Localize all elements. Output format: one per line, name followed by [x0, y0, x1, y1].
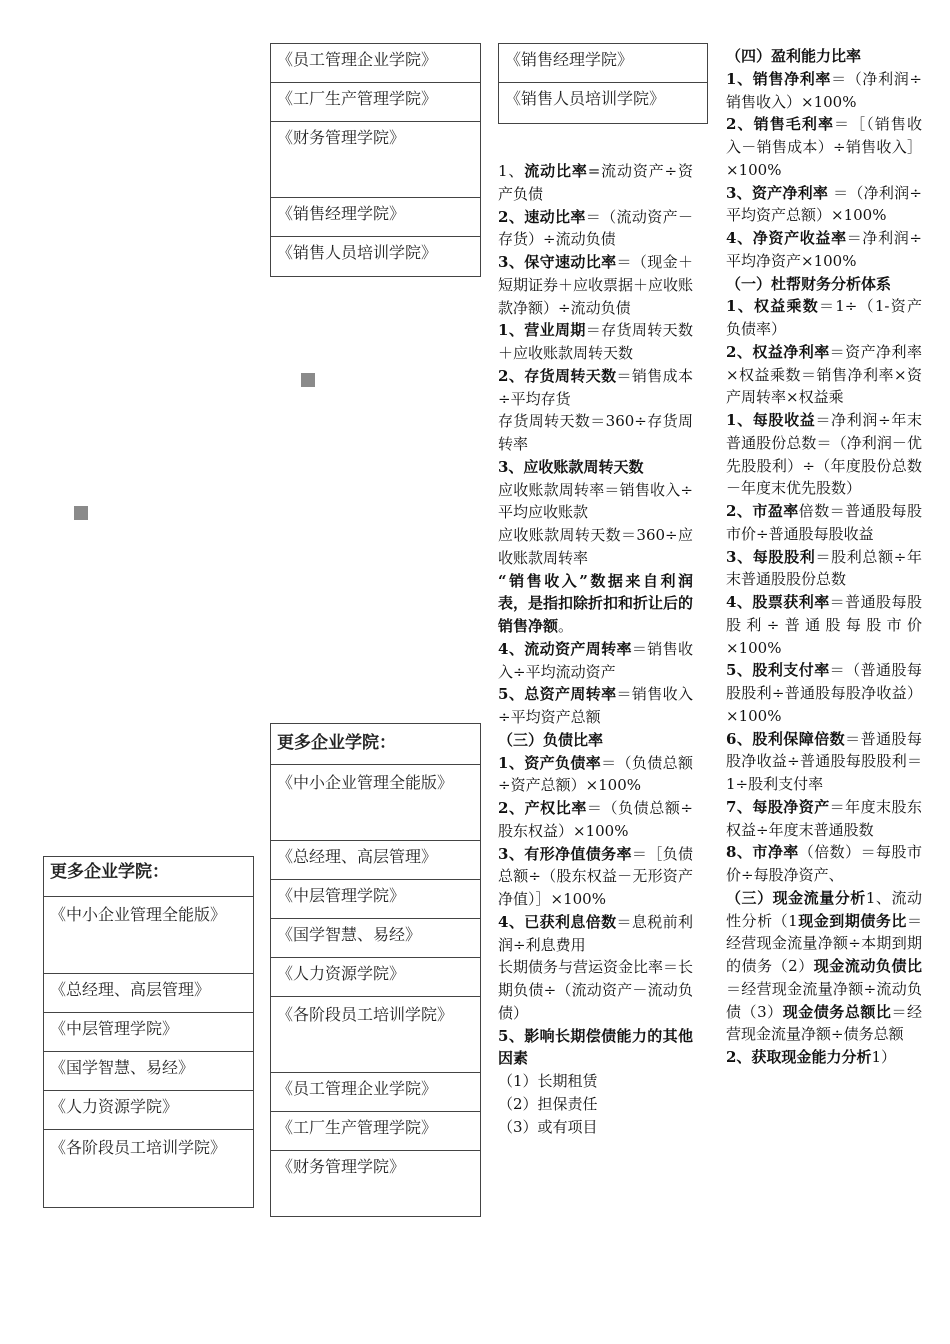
- formula-term: “销售收入”数据来自利润表，是指扣除折扣和折让后的销售净额: [498, 571, 694, 635]
- academy-item[interactable]: 《工厂生产管理学院》: [271, 1112, 480, 1151]
- academy-item[interactable]: 《中层管理学院》: [271, 880, 480, 919]
- formula-term: 1、资产负债率: [498, 753, 602, 772]
- formula-paragraph: [498, 638, 693, 684]
- formula-term: 1、权益乘数: [726, 297, 819, 316]
- formula-text: 1）: [871, 1048, 896, 1066]
- academy-item[interactable]: 《员工管理企业学院》: [271, 1073, 480, 1112]
- formula-text: 1、: [498, 162, 525, 180]
- formula-text: =流动资产÷资产负债: [498, 162, 693, 203]
- more-academies-title: 更多企业学院：: [271, 724, 480, 765]
- formula-term: 1、营业周期: [498, 321, 586, 340]
- formula-text: ＝（负债总额÷资产总额）×100%: [498, 753, 693, 795]
- formula-text: （1）长期租赁: [498, 1072, 598, 1090]
- formula-text: ＝［负债总额÷（股东权益－无形资产净值）］×100%: [498, 844, 693, 908]
- academy-item[interactable]: 《财务管理学院》: [271, 122, 480, 198]
- formula-text: ＝［（销售收入－销售成本）÷销售收入］×100%: [726, 115, 922, 179]
- formula-text: ＝股利总额÷年末普通股股份总数: [726, 547, 922, 589]
- formula-text: ＝销售收入÷平均资产总额: [498, 685, 693, 726]
- formula-term: 6、股利保障倍数: [726, 729, 846, 748]
- formula-paragraph: [498, 797, 693, 843]
- formula-text: ＝年度末股东权益÷年度末普通股数: [726, 797, 922, 839]
- formula-paragraph: [498, 1070, 693, 1093]
- formula-text: 应收账款周转率＝销售收入÷平均应收账款: [498, 480, 693, 522]
- formula-text: （倍数）＝每股市价÷每股净资产、: [726, 843, 922, 884]
- formula-term: 8、市净率: [726, 843, 799, 862]
- formula-text: 倍数＝普通股每股市价÷普通股每股收益: [726, 502, 922, 543]
- formula-paragraph: [726, 227, 922, 273]
- formula-term: 3、每股股利: [726, 547, 816, 566]
- formula-term: （一）杜帮财务分析体系: [726, 274, 892, 293]
- formula-text: （3）或有项目: [498, 1117, 598, 1136]
- academy-item[interactable]: 《各阶段员工培训学院》: [271, 997, 480, 1073]
- formula-term: 2、市盈率: [726, 502, 799, 520]
- formula-term: 3、有形净值债务率: [498, 844, 632, 863]
- formula-paragraph: [498, 752, 693, 798]
- formula-text: ＝（流动资产－存货）÷流动负债: [498, 207, 693, 249]
- academy-item[interactable]: 《人力资源学院》: [44, 1091, 253, 1130]
- formula-term: 5、总资产周转率: [498, 685, 617, 704]
- academy-item[interactable]: 《中层管理学院》: [44, 1013, 253, 1052]
- formula-text: ＝普通股每股股利÷普通股每股市价×100%: [726, 593, 922, 657]
- formula-paragraph: [498, 729, 693, 752]
- academy-item[interactable]: 《各阶段员工培训学院》: [50, 1138, 227, 1157]
- formula-term: 2、存货周转天数: [498, 366, 617, 385]
- formula-term: 5、影响长期偿债能力的其他因素: [498, 1026, 693, 1068]
- formula-paragraph: [726, 68, 922, 114]
- academy-item[interactable]: 《总经理、高层管理》: [44, 974, 253, 1013]
- formula-term: 5、股利支付率: [726, 661, 830, 680]
- formula-paragraph: [726, 659, 922, 727]
- formula-text: ＝经营现金流量净额÷流动负债（3）: [726, 979, 922, 1021]
- academy-item[interactable]: 《销售经理学院》: [271, 198, 480, 237]
- formula-term: 2、销售毛利率: [726, 115, 835, 134]
- formula-text: ＝资产净利率×权益乘数＝销售净利率×资产周转率×权益乘: [726, 342, 922, 407]
- formula-text: 。: [558, 617, 574, 635]
- academy-item[interactable]: 《员工管理企业学院》: [271, 44, 480, 83]
- formula-paragraph: [498, 456, 693, 479]
- formula-paragraph: [498, 683, 693, 729]
- formula-term: 现金流动负债比: [813, 957, 922, 975]
- formula-term: 4、已获利息倍数: [498, 912, 617, 931]
- formula-text: （2）担保责任: [498, 1094, 598, 1113]
- profitability-ratio-text: [726, 45, 922, 1069]
- formula-text: ＝经营现金流量净额÷本期到期的债务（2）: [726, 911, 922, 975]
- formula-text: ＝普通股每股净收益÷普通股每股股利＝1÷股利支付率: [726, 729, 922, 793]
- formula-paragraph: [726, 113, 922, 181]
- formula-paragraph: [498, 410, 693, 456]
- formula-paragraph: [498, 1025, 693, 1071]
- formula-paragraph: [498, 570, 693, 638]
- formula-paragraph: [498, 956, 693, 1024]
- formula-term: （四）盈利能力比率: [726, 47, 862, 65]
- formula-text: ＝1÷（1-资产负债率）: [726, 297, 922, 338]
- formula-term: （三）负债比率: [498, 730, 604, 749]
- formula-term: 4、净资产收益率: [726, 229, 847, 247]
- formula-text: ＝销售收入÷平均流动资产: [498, 639, 693, 681]
- academy-item[interactable]: 《中小企业管理全能版》: [44, 897, 253, 974]
- formula-paragraph: [498, 206, 693, 252]
- formula-text: ＝（净利润÷平均资产总额）×100%: [726, 183, 922, 225]
- formula-term: 7、每股净资产: [726, 797, 830, 816]
- formula-term: 1、销售净利率: [726, 69, 832, 88]
- formula-text: 存货周转天数＝360÷存货周转率: [498, 412, 693, 453]
- formula-text: ＝净利润÷年末普通股份总数＝（净利润－优先股股利）÷（年度股份总数－年度末优先股数）: [726, 411, 922, 498]
- formula-paragraph: [726, 500, 922, 546]
- formula-text: 长期债务与营运资金比率＝长期负债÷（流动资产－流动负债）: [498, 958, 694, 1022]
- formula-paragraph: [726, 841, 922, 887]
- formula-paragraph: [726, 273, 922, 296]
- formula-paragraph: [726, 546, 922, 592]
- formula-paragraph: [498, 1116, 693, 1139]
- formula-paragraph: [498, 365, 693, 411]
- formula-text: ＝销售成本÷平均存货: [498, 366, 693, 408]
- more-academies-middle: [270, 723, 481, 1217]
- formula-text: ＝存货周转天数＋应收账款周转天数: [498, 321, 693, 362]
- academy-item[interactable]: 《销售人员培训学院》: [277, 243, 438, 262]
- formula-term: 4、流动资产周转率: [498, 639, 632, 658]
- formula-text: ＝（普通股每股股利÷普通股每股净收益）×100%: [726, 661, 922, 725]
- grey-square-marker: [74, 506, 88, 520]
- formula-paragraph: [726, 341, 922, 409]
- formula-paragraph: [726, 887, 922, 1046]
- academy-item[interactable]: 《国学智慧、易经》: [44, 1052, 253, 1091]
- grey-square-marker: [301, 373, 315, 387]
- formula-paragraph: [498, 843, 693, 911]
- academy-item[interactable]: 《中小企业管理全能版》: [271, 765, 480, 841]
- formula-paragraph: [498, 479, 693, 525]
- formula-term: （三）现金流量分析: [726, 888, 866, 907]
- formula-text: 应收账款周转天数＝360÷应收账款周转率: [498, 526, 693, 567]
- formula-paragraph: [726, 1046, 922, 1069]
- formula-text: ＝（负债总额÷股东权益）×100%: [498, 799, 693, 840]
- formula-term: 现金债务总额比: [782, 1002, 892, 1021]
- formula-paragraph: [726, 728, 922, 796]
- liquidity-ratio-text: [498, 160, 693, 1138]
- formula-paragraph: [498, 911, 693, 957]
- formula-term: 3、应收账款周转天数: [498, 457, 644, 476]
- academy-item[interactable]: 《国学智慧、易经》: [271, 919, 480, 958]
- formula-term: 3、保守速动比率: [498, 253, 617, 271]
- formula-term: 流动比率: [524, 162, 588, 180]
- formula-paragraph: [498, 319, 693, 365]
- formula-paragraph: [498, 160, 693, 206]
- formula-paragraph: [498, 251, 693, 319]
- formula-term: 2、获取现金能力分析: [726, 1048, 872, 1066]
- formula-term: 2、权益净利率: [726, 342, 830, 361]
- formula-paragraph: [726, 796, 922, 842]
- academy-item[interactable]: 《人力资源学院》: [271, 958, 480, 997]
- academy-item[interactable]: 《财务管理学院》: [277, 1157, 406, 1176]
- academy-list-top: [270, 43, 481, 277]
- formula-text: ＝经营现金流量净额÷债务总额: [726, 1002, 922, 1044]
- formula-term: 4、股票获利率: [726, 593, 830, 611]
- formula-text: ＝息税前利润÷利息费用: [498, 912, 693, 954]
- formula-paragraph: [498, 524, 693, 570]
- formula-term: 1、每股收益: [726, 411, 816, 429]
- formula-paragraph: [726, 295, 922, 341]
- formula-paragraph: [498, 1093, 693, 1116]
- formula-text: ＝净利润÷平均净资产×100%: [726, 229, 922, 270]
- academy-item[interactable]: 《销售经理学院》: [499, 44, 707, 83]
- formula-text: ＝（净利润÷销售收入）×100%: [726, 69, 922, 111]
- academy-item[interactable]: 《总经理、高层管理》: [271, 841, 480, 880]
- formula-term: 2、产权比率: [498, 799, 587, 817]
- formula-text: ＝（现金＋短期证券＋应收票据＋应收账款净额）÷流动负债: [498, 253, 694, 317]
- formula-term: 2、速动比率: [498, 207, 586, 226]
- formula-paragraph: [726, 45, 922, 68]
- more-academies-title: 更多企业学院：: [44, 857, 253, 897]
- academy-item[interactable]: 《工厂生产管理学院》: [271, 83, 480, 122]
- formula-term: 现金到期债务比: [797, 911, 907, 930]
- formula-paragraph: [726, 182, 922, 228]
- formula-paragraph: [726, 409, 922, 500]
- formula-paragraph: [726, 591, 922, 659]
- more-academies-left: [43, 856, 254, 1208]
- formula-text: 1、流动性分析（1: [726, 888, 922, 930]
- academy-list-col3: [498, 43, 708, 124]
- academy-item[interactable]: 《销售人员培训学院》: [505, 89, 666, 108]
- formula-term: 3、资产净利率: [726, 183, 829, 202]
